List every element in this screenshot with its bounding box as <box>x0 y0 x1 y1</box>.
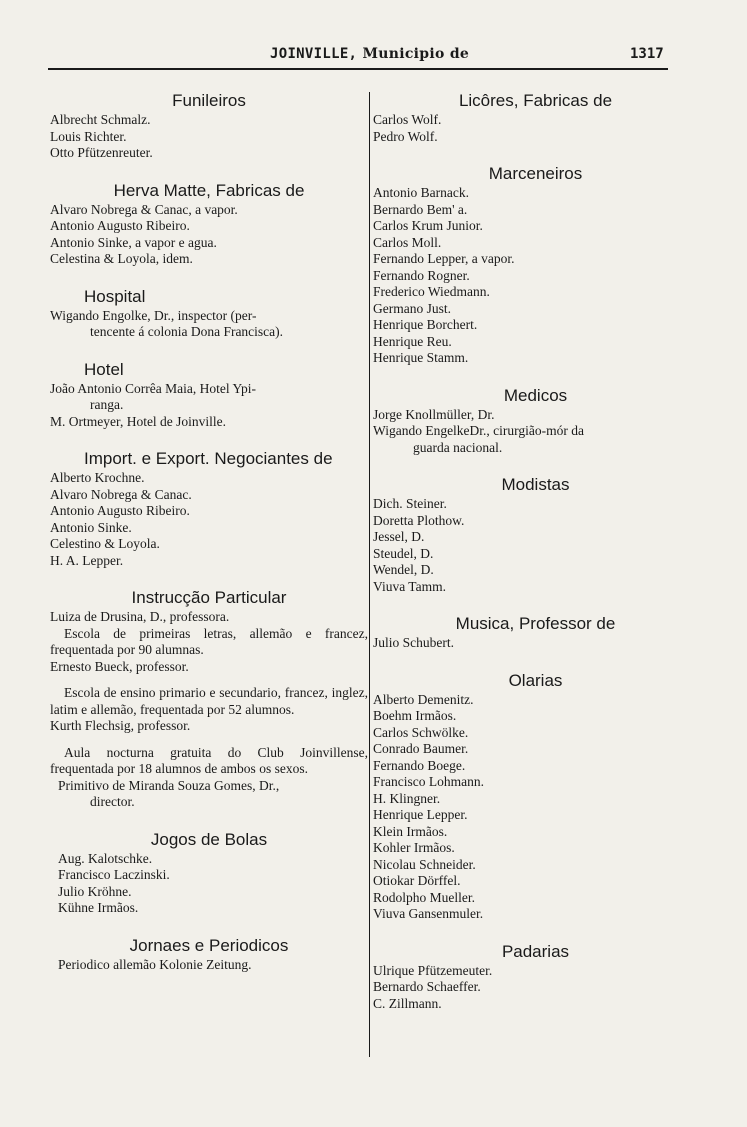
running-title-town: JOINVILLE, <box>270 46 358 62</box>
list-item: Carlos Wolf. <box>373 112 442 127</box>
section-instrucao <box>50 587 368 811</box>
list-item: Kühne Irmãos. <box>58 900 139 915</box>
list-item: Luiza de Drusina, D., professora. <box>50 609 230 624</box>
section-title: Import. e Export. Negociantes de <box>84 449 333 468</box>
running-title <box>270 46 469 62</box>
section-title: Herva Matte, Fabricas de <box>113 180 305 200</box>
section-title: Modistas <box>501 475 570 494</box>
list-item: Aug. Kalotschke. <box>58 850 153 866</box>
list-item: Wigando Engolke, Dr., inspector (per- <box>50 307 257 323</box>
section-licores <box>373 90 698 145</box>
list-item-cont: tencente á colonia Dona Francisca). <box>90 324 284 339</box>
list-item: Wigando EngelkeDr., cirurgião-mór da <box>373 423 585 438</box>
list-item: Francisco Lohmann. <box>373 774 484 789</box>
section-medicos <box>373 385 698 457</box>
list-item: Jorge Knollmüller, Dr. <box>373 406 495 422</box>
section-title: Hotel <box>84 359 124 379</box>
list-item: Bernardo Bem' a. <box>373 201 468 217</box>
list-item: Louis Richter. <box>50 128 127 144</box>
list-item: Fernando Boege. <box>373 757 466 773</box>
section-import-export <box>50 448 368 569</box>
list-item: João Antonio Corrêa Maia, Hotel Ypi- <box>50 380 256 396</box>
list-item: Primitivo de Miranda Souza Gomes, Dr., <box>58 777 280 793</box>
section-title: Marceneiros <box>488 164 583 183</box>
list-item: Bernardo Schaeffer. <box>373 979 481 994</box>
page-number: 1317 <box>630 46 664 62</box>
list-item: Otiokar Dörffel. <box>373 873 461 888</box>
left-column <box>50 90 368 973</box>
section-modistas <box>373 474 698 595</box>
list-item: M. Ortmeyer, Hotel de Joinville. <box>50 413 227 429</box>
list-item: Celestino & Loyola. <box>50 536 160 551</box>
section-hotel <box>50 359 368 431</box>
list-item: Alberto Demenitz. <box>373 691 474 707</box>
list-item: Antonio Barnack. <box>373 185 469 200</box>
list-item: Alberto Krochne. <box>50 470 145 485</box>
list-item: Dich. Steiner. <box>373 496 447 511</box>
right-column <box>373 90 698 1012</box>
list-item: H. Klingner. <box>373 790 441 806</box>
list-item-cont: director. <box>90 794 135 809</box>
list-item-paragraph: Escola de ensino primario e secundario, francez, inglez, latim e allemão, frequentada por 52 alumnos. <box>50 685 368 717</box>
running-title-rest: Municipio de <box>362 46 470 62</box>
list-item: Steudel, D. <box>373 545 434 561</box>
list-item: Conrado Baumer. <box>373 741 469 756</box>
section-title: Funileiros <box>172 91 246 110</box>
list-item: Henrique Borchert. <box>373 317 478 332</box>
list-item: Ernesto Bueck, professor. <box>50 658 189 674</box>
list-item: Rodolpho Mueller. <box>373 889 475 905</box>
list-item: Jessel, D. <box>373 529 425 544</box>
list-item: Fernando Rogner. <box>373 267 470 283</box>
list-item: Henrique Lepper. <box>373 807 468 822</box>
section-olarias <box>373 670 698 923</box>
section-marceneiros <box>373 163 698 367</box>
list-item: Nicolau Schneider. <box>373 856 476 872</box>
section-title: Olarias <box>508 670 563 690</box>
list-item: Carlos Schwölke. <box>373 724 469 740</box>
list-item: Albrecht Schmalz. <box>50 112 151 127</box>
section-title: Padarias <box>501 941 570 961</box>
section-title: Jogos de Bolas <box>150 829 268 849</box>
list-item: Julio Schubert. <box>373 635 454 650</box>
list-item: Julio Kröhne. <box>58 883 132 899</box>
list-item: Antonio Sinke. <box>50 519 132 535</box>
section-title: Jornaes e Periodicos <box>129 935 289 955</box>
list-item-paragraph: Aula nocturna gratuita do Club Joinvillense, frequentada por 18 alumnos de ambos os sexos. <box>50 744 368 776</box>
list-item: Germano Just. <box>373 300 451 316</box>
list-item: Carlos Krum Junior. <box>373 218 483 233</box>
list-item: Kurth Flechsig, professor. <box>50 718 191 733</box>
list-item: Antonio Augusto Ribeiro. <box>50 218 190 233</box>
section-herva-matte <box>50 180 368 268</box>
list-item: Francisco Laczinski. <box>58 867 170 882</box>
section-title: Licôres, Fabricas de <box>458 91 613 110</box>
list-item: Viuva Gansenmuler. <box>373 906 484 921</box>
list-item: Periodico allemão Kolonie Zeitung. <box>58 956 252 972</box>
list-item: Henrique Stamm. <box>373 350 469 365</box>
list-item: C. Zillmann. <box>373 995 442 1011</box>
section-jogos-de-bolas <box>50 829 368 917</box>
list-item-cont: guarda nacional. <box>413 439 503 455</box>
list-item-cont: ranga. <box>90 397 124 412</box>
list-item: Alvaro Nobrega & Canac. <box>50 486 192 502</box>
section-padarias <box>373 941 698 1013</box>
list-item: Celestina & Loyola, idem. <box>50 251 193 266</box>
list-item: Antonio Sinke, a vapor e agua. <box>50 234 217 250</box>
section-title: Instrucção Particular <box>131 588 287 607</box>
list-item: H. A. Lepper. <box>50 552 124 568</box>
list-item: Viuva Tamm. <box>373 578 446 594</box>
page-header <box>0 42 747 68</box>
list-item: Alvaro Nobrega & Canac, a vapor. <box>50 201 238 217</box>
list-item: Antonio Augusto Ribeiro. <box>50 503 190 518</box>
section-jornaes <box>50 935 368 974</box>
list-item: Kohler Irmãos. <box>373 840 455 855</box>
section-title: Musica, Professor de <box>455 614 616 633</box>
list-item: Klein Irmãos. <box>373 823 448 839</box>
section-musica <box>373 613 698 652</box>
header-rule <box>48 68 668 70</box>
section-funileiros <box>50 90 368 162</box>
list-item: Fernando Lepper, a vapor. <box>373 251 515 266</box>
section-title: Medicos <box>503 385 568 405</box>
column-divider <box>369 92 370 1057</box>
list-item: Henrique Reu. <box>373 333 452 349</box>
list-item: Boehm Irmãos. <box>373 708 457 723</box>
list-item: Otto Pfützenreuter. <box>50 145 153 160</box>
list-item: Carlos Moll. <box>373 234 442 250</box>
list-item: Doretta Plothow. <box>373 512 465 528</box>
section-title: Hospital <box>84 286 146 306</box>
list-item: Pedro Wolf. <box>373 128 438 144</box>
section-hospital <box>50 286 368 341</box>
list-item: Ulrique Pfützemeuter. <box>373 962 493 978</box>
list-item-paragraph: Escola de primeiras letras, allemão e francez, frequentada por 90 alumnas. <box>50 625 368 657</box>
list-item: Wendel, D. <box>373 562 434 577</box>
list-item: Frederico Wiedmann. <box>373 284 490 299</box>
